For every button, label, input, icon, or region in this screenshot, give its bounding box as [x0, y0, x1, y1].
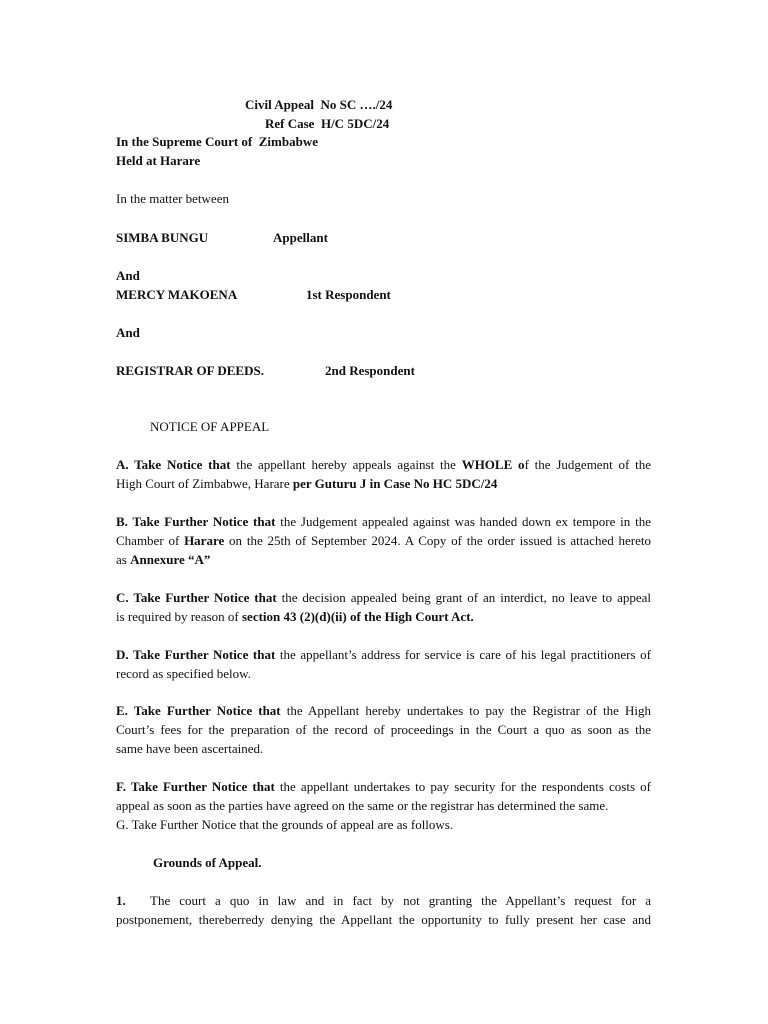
respondent-2-name: REGISTRAR OF DEEDS. — [116, 363, 264, 378]
para-d-lead: D. Take Further Notice that — [116, 647, 276, 662]
para-c-section: section 43 (2)(d)(ii) of the High Court Act. — [242, 609, 474, 624]
para-a-text: f the Judgement of the — [524, 457, 651, 472]
para-f-text: appeal as soon as the parties have agreed on the same or the registrar has determined the same. — [116, 798, 609, 813]
para-d-text: record as specified below. — [116, 666, 251, 681]
para-a-case: per Guturu J in Case No HC 5DC/24 — [292, 476, 498, 491]
para-c-text: the decision appealed being grant of an interdict, no leave to appeal — [276, 590, 651, 605]
para-b-lead: B. Take Further Notice that — [116, 514, 276, 529]
paragraph-d — [116, 645, 651, 683]
para-b-text: as — [116, 552, 131, 567]
paragraph-a — [116, 455, 651, 493]
para-b-place: Harare — [184, 533, 225, 548]
paragraph-c — [116, 588, 651, 626]
court-location: Held at Harare — [116, 153, 201, 168]
and-separator: And — [116, 325, 140, 340]
para-f-text: the appellant undertakes to pay security for the respondents costs of — [274, 779, 651, 794]
ground-1-number: 1. — [116, 893, 126, 908]
para-b-text: Chamber of — [116, 533, 185, 548]
para-a-lead: A. Take Notice that — [116, 457, 231, 472]
para-f-lead: F. Take Further Notice that — [116, 779, 275, 794]
para-a-text: High Court of Zimbabwe, Harare — [116, 476, 293, 491]
ground-1-text: The court a quo in law and in fact by not granting the Appellant’s request for a — [150, 893, 651, 908]
paragraph-g: G. Take Further Notice that the grounds of appeal are as follows. — [116, 817, 454, 832]
para-b-annexure: Annexure “A” — [130, 552, 211, 567]
para-e-text: the Appellant hereby undertakes to pay the Registrar of the High — [280, 703, 651, 718]
para-c-lead: C. Take Further Notice that — [116, 590, 277, 605]
paragraph-f — [116, 777, 651, 815]
and-separator: And — [116, 268, 140, 283]
para-e-text: same have been ascertained. — [116, 741, 264, 756]
appellant-role: Appellant — [273, 230, 328, 245]
paragraph-e — [116, 701, 651, 758]
court-name: In the Supreme Court of Zimbabwe — [116, 134, 318, 149]
para-c-text: is required by reason of — [116, 609, 242, 624]
respondent-1-name: MERCY MAKOENA — [116, 287, 238, 302]
para-e-lead: E. Take Further Notice that — [116, 703, 281, 718]
para-d-text: the appellant’s address for service is care of his legal practitioners of — [275, 647, 651, 662]
respondent-1-role: 1st Respondent — [306, 287, 391, 302]
reference-case: Ref Case H/C 5DC/24 — [265, 116, 390, 131]
paragraph-b — [116, 512, 651, 569]
para-e-text: Court’s fees for the preparation of the record of proceedings in the Court a quo as soon as the — [116, 722, 651, 737]
ground-1-line-2 — [116, 910, 651, 929]
respondent-2-role: 2nd Respondent — [325, 363, 415, 378]
notice-title: NOTICE OF APPEAL — [150, 419, 270, 434]
appeal-number: Civil Appeal No SC …./24 — [245, 97, 393, 112]
ground-1-text: postponement, thereberredy denying the Appellant the opportunity to fully present her case and — [116, 912, 651, 927]
para-a-whole: WHOLE o — [461, 457, 525, 472]
para-b-text: the Judgement appealed against was handed down ex tempore in the — [275, 514, 651, 529]
matter-intro: In the matter between — [116, 191, 229, 206]
para-a-text: the appellant hereby appeals against the — [230, 457, 462, 472]
appellant-name: SIMBA BUNGU — [116, 230, 209, 245]
ground-1-line-1 — [150, 891, 651, 910]
grounds-title: Grounds of Appeal. — [153, 855, 262, 870]
para-b-text: on the 25th of September 2024. A Copy of the order issued is attached hereto — [224, 533, 651, 548]
